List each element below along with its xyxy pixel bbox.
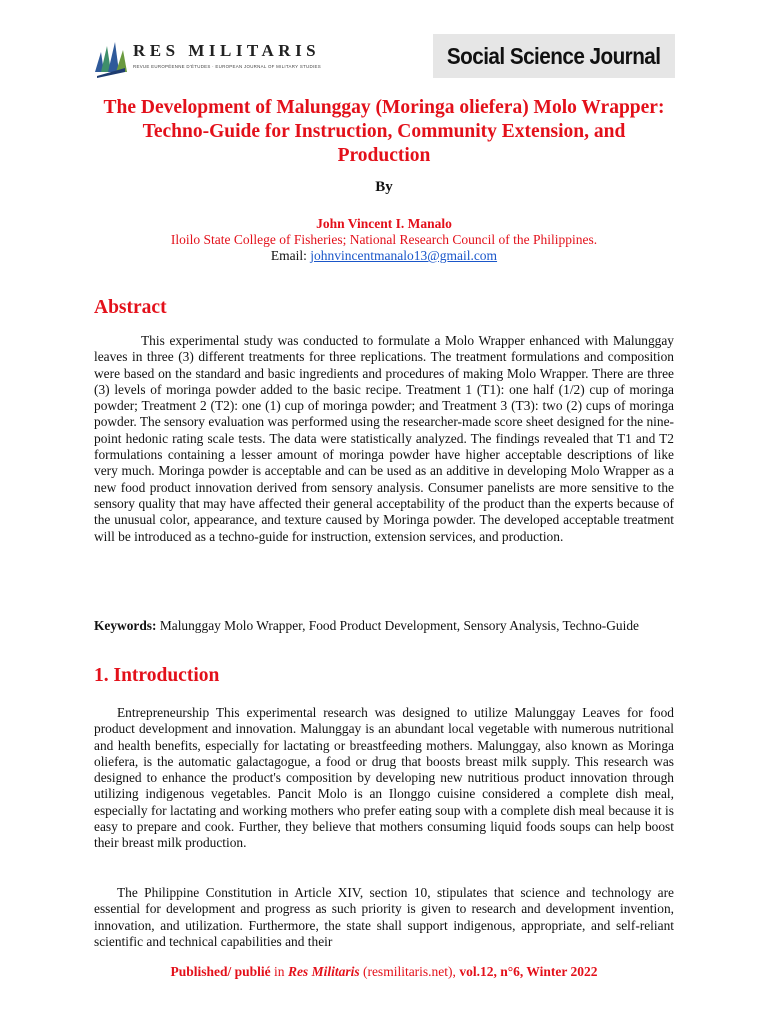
keywords xyxy=(94,618,674,634)
email-link[interactable]: johnvincentmanalo13@gmail.com xyxy=(310,248,498,263)
paper-title: The Development of Malunggay (Moringa oliefera) Molo Wrapper: Techno-Guide for Instruction, Community Extension, and Production xyxy=(103,97,665,166)
brand xyxy=(133,41,321,69)
introduction-paragraph-2: The Philippine Constitution in Article XIV, section 10, stipulates that science and technology are essential for development and progress as such priority is given to research and development invention, innovation, and utilization. Furthermore, the state shall support indigenous, appropriate, and self-reliant scientific and technical capabilities and their xyxy=(94,885,674,949)
journal-banner xyxy=(433,34,675,78)
introduction-paragraph-1: Entrepreneurship This experimental research was designed to utilize Malunggay Leaves for food product development and innovation. Malunggay is an abundant local vegetable with numerous nutritional and health benefits, especially for lactating or breastfeeding mothers. Malunggay, also known as Moringa oliefera, is the automatic galactagogue, a food or drug that boosts breast milk supply. This research was designed to enhance the product's composition by developing new nutritious product innovation through utilizing indigenous vegetables. Pancit Molo is an Ilonggo cuisine considered a complete dish meal, especially for lactating and working mothers who prefer eating soup with a complete dish meal because it is easy to prepare and cook. Further, they believe that mothers consuming liquid foods soups can help boost their breast milk production. xyxy=(94,705,674,851)
page-header xyxy=(0,0,768,90)
page-footer xyxy=(0,964,768,980)
author-affiliation: Iloilo State College of Fisheries; National Research Council of the Philippines. xyxy=(170,232,598,247)
journal-title: Social Science Journal xyxy=(447,42,661,69)
brand-name: RES MILITARIS xyxy=(133,41,321,60)
res-militaris-logo-icon xyxy=(93,38,129,78)
author-block xyxy=(94,216,674,264)
keywords-label: Keywords: xyxy=(94,618,157,633)
keywords-list: Malunggay Molo Wrapper, Food Product Development, Sensory Analysis, Techno-Guide xyxy=(159,618,639,633)
abstract-heading: Abstract xyxy=(94,297,167,318)
email-label: Email: xyxy=(270,248,307,263)
by-line: By xyxy=(375,179,393,195)
footer-published: Published/ publié xyxy=(170,964,271,979)
email-line xyxy=(94,248,674,264)
abstract-text: This experimental study was conducted to formulate a Molo Wrapper enhanced with Malunggay leaves in three (3) different treatments for three replications. The treatment formulations and composition were based on the standard and basic ingredients and procedures of making Molo Wrapper. There are three (3) levels of moringa powder added to the basic recipe. Treatment 1 (T1): one half (1/2) cup of moringa powder; Treatment 2 (T2): one (1) cup of moringa powder; and Treatment 3 (T3): two (2) cups of moringa powder. The sensory evaluation was performed using the researcher-made score sheet designed for the nine-point hedonic rating scale tests. The data were statistically analyzed. The findings revealed that T1 and T2 formulations containing a lesser amount of moringa powder have higher acceptable descriptions of like very much. Moringa powder is acceptable and can be used as an additive in developing Molo Wrapper as a new food product innovation derived from sensory analysis. Consumer panelists are more sensitive to the sensory quality that may have affected their general acceptability of the product than the experts because of the unusual color, appearance, and texture caused by Moringa powder. The developed acceptable treatment will be introduced as a techno-guide for instruction, extension services, and production. xyxy=(94,333,674,544)
footer-site: (resmilitaris.net), xyxy=(362,964,456,979)
footer-volume: vol.12, n°6, Winter 2022 xyxy=(459,964,598,979)
footer-journal: Res Militaris xyxy=(287,964,360,979)
introduction-heading: 1. Introduction xyxy=(94,665,220,686)
author-name: John Vincent I. Manalo xyxy=(316,216,452,231)
brand-subtitle: REVUE EUROPÉENNE D'ÉTUDES · EUROPEAN JOURNAL OF MILITARY STUDIES xyxy=(133,64,321,69)
footer-in: in xyxy=(274,964,285,979)
